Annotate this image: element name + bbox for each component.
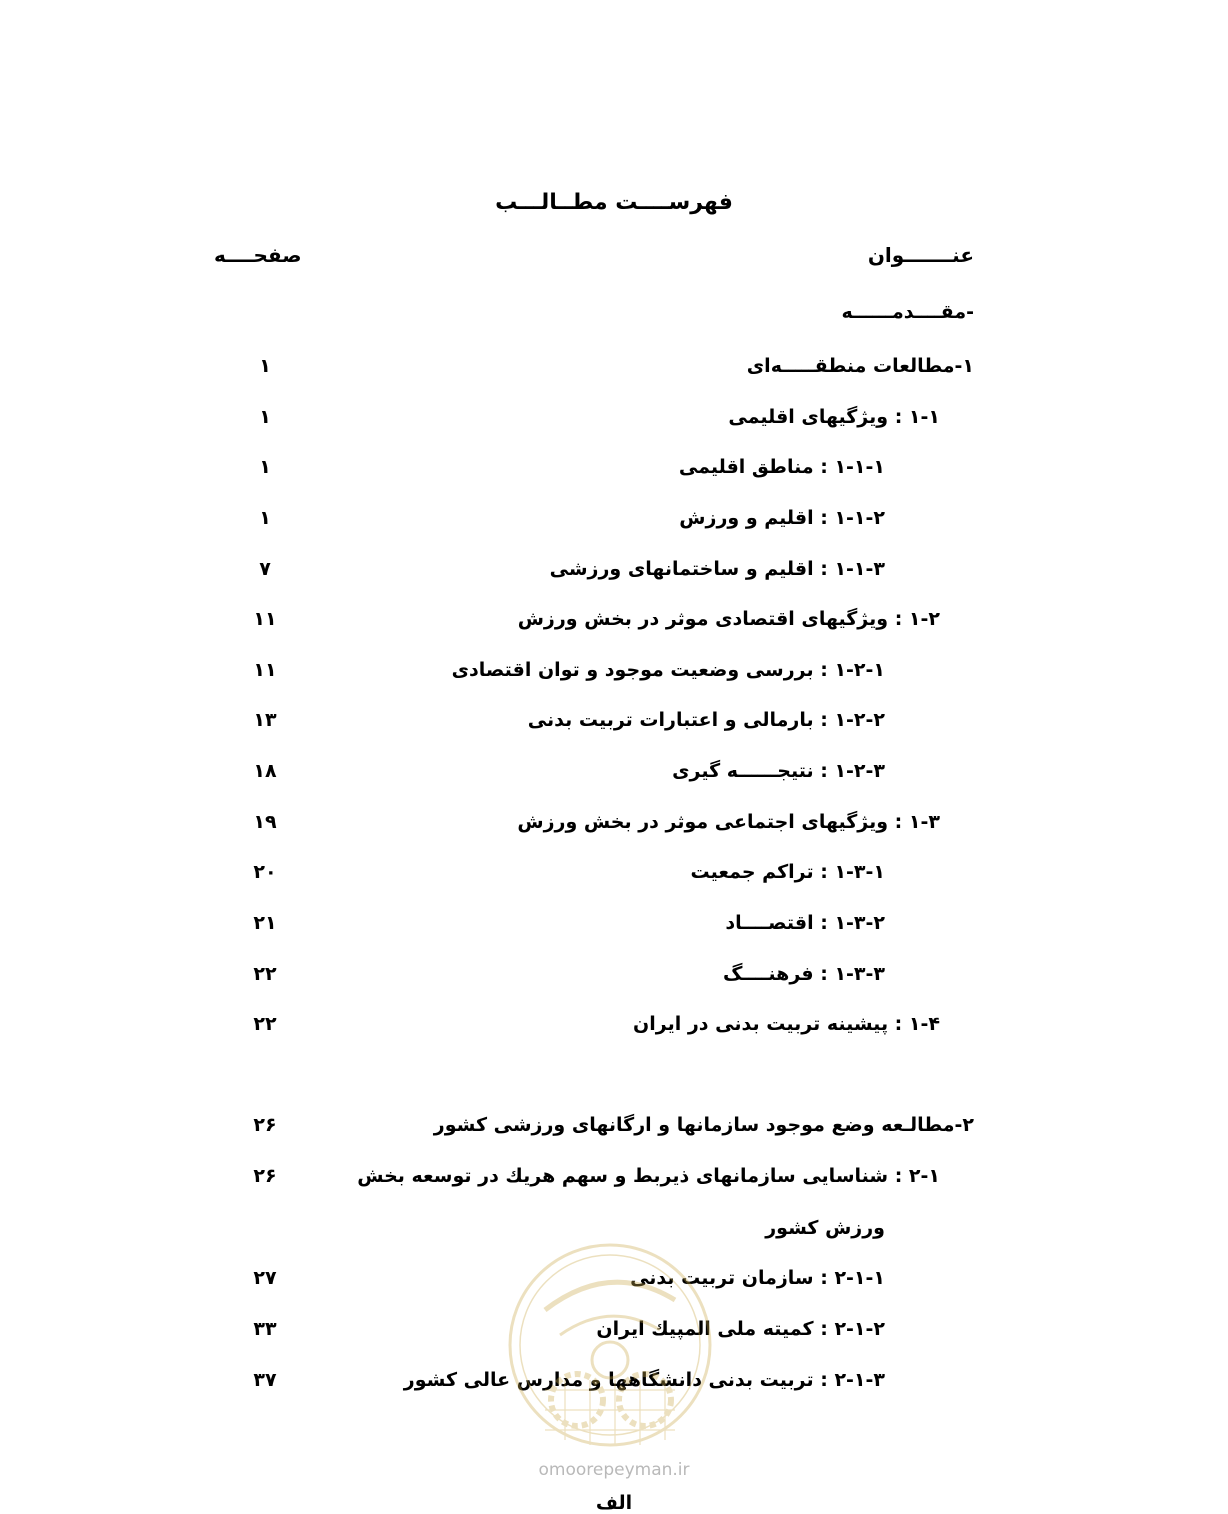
toc-entry-title: -مقــــدمــــــه [841, 301, 974, 323]
toc-entry-title: ۲-۱-۱ : سازمان تربیت بدنی [630, 1267, 885, 1289]
toc-entry-title: ۱-۳-۲ : اقتصــــاد [725, 912, 885, 934]
toc-entry-title: ۱-۱ : ویژگیهای اقلیمی [728, 406, 940, 428]
toc-entry-section[interactable] [0, 605, 1228, 639]
toc-entry-title: ۱-۲-۳ : نتیجــــــه گیری [672, 760, 885, 782]
toc-entry-page: ۲۱ [253, 912, 277, 934]
toc-entry-page: ۱۹ [253, 811, 277, 833]
watermark-seal-icon [505, 1240, 715, 1450]
column-header-page: صفحــــه [214, 243, 302, 267]
toc-entry-subsection[interactable] [0, 757, 1228, 791]
toc-entry-title: ۲-۱ : شناسایی سازمانهای ذیربط و سهم هریك در توسعه بخش [357, 1165, 940, 1187]
toc-entry-page: ۱۳ [253, 709, 277, 731]
toc-entry-page: ۲۲ [253, 1013, 277, 1035]
toc-entry-title: ۱-۱-۳ : اقلیم و ساختمانهای ورزشی [549, 558, 885, 580]
toc-entry-title: ۱-۱-۲ : اقلیم و ورزش [679, 507, 885, 529]
toc-entry-title: ۱-۲-۱ : بررسی وضعیت موجود و توان اقتصادی [451, 659, 885, 681]
toc-entry-section[interactable] [0, 808, 1228, 842]
toc-entry-page: ۳۳ [253, 1318, 277, 1340]
toc-entry-subsection[interactable] [0, 858, 1228, 892]
toc-entry-chapter-1[interactable] [0, 352, 1228, 386]
toc-entry-introduction[interactable] [0, 298, 1228, 332]
toc-entry-section[interactable] [0, 403, 1228, 437]
toc-entry-subsection[interactable] [0, 656, 1228, 690]
toc-entry-page: ۲۶ [253, 1114, 277, 1136]
watermark-text: omoorepeyman.ir [538, 1460, 690, 1480]
toc-entry-page: ۱ [259, 355, 271, 377]
toc-entry-page: ۲۷ [253, 1267, 277, 1289]
toc-entry-page: ۱ [259, 456, 271, 478]
toc-entry-title: ۲-مطالـعه وضع موجود سازمانها و ارگانهای ورزشی کشور [433, 1114, 974, 1136]
toc-entry-page: ۱ [259, 507, 271, 529]
column-header-title: عنـــــــوان [867, 243, 974, 267]
toc-entry-title: ۲-۱-۳ : تربیت بدنی دانشگاهها و مدارس عالی کشور [403, 1369, 885, 1391]
toc-entry-section[interactable] [0, 1162, 1228, 1196]
toc-entry-subsection[interactable] [0, 453, 1228, 487]
toc-entry-page: ۱ [259, 406, 271, 428]
toc-entry-subsection[interactable] [0, 504, 1228, 538]
toc-entry-chapter-2[interactable] [0, 1111, 1228, 1145]
toc-entry-page: ۱۱ [253, 659, 277, 681]
toc-entry-section[interactable] [0, 1010, 1228, 1044]
toc-entry-title: ۱-مطالعات منطقـــــه‌ای [746, 355, 974, 377]
page-number-footer: الف [595, 1492, 633, 1514]
toc-entry-title: ۲-۱-۲ : کمیته ملی المپیك ایران [596, 1318, 885, 1340]
toc-entry-title: ۱-۳ : ویژگیهای اجتماعی موثر در بخش ورزش [517, 811, 940, 833]
toc-entry-page: ۲۰ [253, 861, 277, 883]
toc-entry-title: ۱-۲-۲ : بارمالی و اعتبارات تربیت بدنی [527, 709, 885, 731]
toc-entry-title: ۱-۳-۱ : تراکم جمعیت [690, 861, 885, 883]
toc-entry-subsection[interactable] [0, 706, 1228, 740]
toc-entry-title: ۱-۱-۱ : مناطق اقلیمی [678, 456, 885, 478]
toc-entry-subsection[interactable] [0, 555, 1228, 589]
toc-entry-page: ۷ [259, 558, 271, 580]
toc-entry-subsection[interactable] [0, 960, 1228, 994]
toc-entry-page: ۲۶ [253, 1165, 277, 1187]
toc-entry-title: ورزش کشور [765, 1217, 885, 1239]
toc-entry-title: ۱-۳-۳ : فرهنــــگ [722, 963, 885, 985]
toc-entry-subsection[interactable] [0, 909, 1228, 943]
toc-entry-page: ۱۱ [253, 608, 277, 630]
toc-entry-page: ۱۸ [253, 760, 277, 782]
toc-entry-title: ۱-۲ : ویژگیهای اقتصادی موثر در بخش ورزش [517, 608, 940, 630]
toc-entry-page: ۲۲ [253, 963, 277, 985]
toc-entry-page: ۳۷ [253, 1369, 277, 1391]
toc-entry-title: ۱-۴ : پیشینه تربیت بدنی در ایران [633, 1013, 940, 1035]
page-title: فهرســــت مطــالـــب [495, 190, 733, 215]
